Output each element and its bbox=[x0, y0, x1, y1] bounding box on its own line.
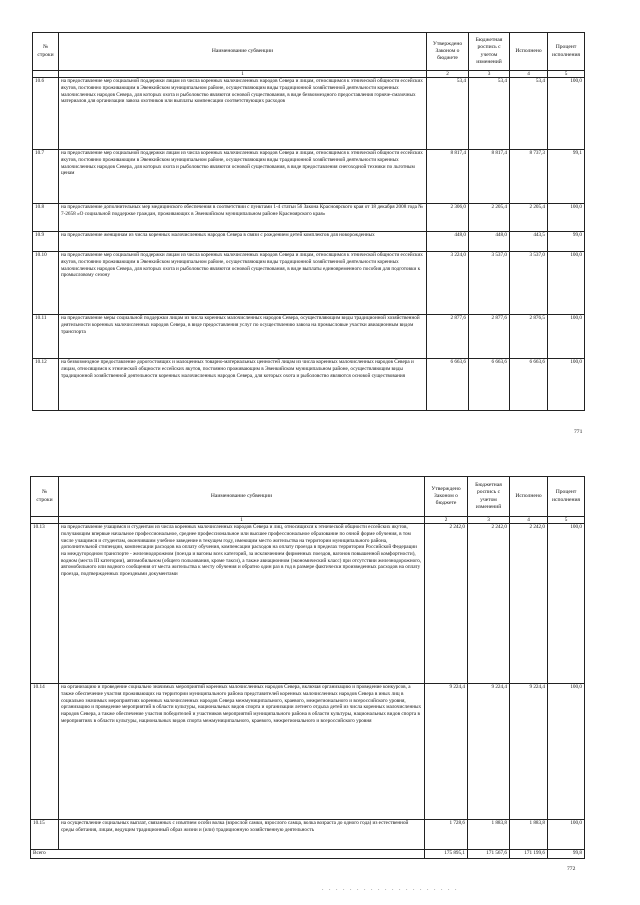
row-number: 10.8 bbox=[33, 204, 59, 232]
row-budget: 53,4 bbox=[469, 78, 510, 150]
budget-table-page-1 bbox=[32, 32, 584, 411]
row-number: 10.13 bbox=[31, 524, 59, 684]
header-executed: Исполнено bbox=[510, 33, 548, 71]
row-approved: 2 242,0 bbox=[425, 524, 468, 684]
row-executed: 9 224,4 bbox=[510, 684, 548, 820]
table-row bbox=[33, 150, 585, 204]
row-percent: 100,0 bbox=[548, 684, 585, 820]
col-index-1: 1 bbox=[59, 71, 427, 78]
row-executed: 3 537,0 bbox=[510, 252, 548, 315]
row-number: 10.12 bbox=[33, 359, 59, 411]
row-budget: 6 663,6 bbox=[469, 359, 510, 411]
row-executed: 8 737,3 bbox=[510, 150, 548, 204]
row-name: на предоставление мер социальной поддержки лицам из числа коренных малочисленных народов Севера и лицам, относящимся к этнической общности ессейских якутов, постоянно проживающим в Эвенкийском муниципальном районе, осуществляющим виды традиционной хозяйственной деятельности коренных малочисленных народов Севера, для которых охота и рыболовство являются основой существования, в виде безвозмездного предоставления горюче-смазочных материалов для организации завоза охотников или выплаты компенсации соответствующих расходов bbox=[59, 78, 427, 150]
header-approved: Утверждено Законом о бюджете bbox=[427, 33, 469, 71]
row-name: на предоставление женщинам из числа коренных малочисленных народов Севера в связи с рождением детей комплектов для новорожденных bbox=[59, 232, 427, 252]
row-budget: 2 205,4 bbox=[469, 204, 510, 232]
row-number: 10.7 bbox=[33, 150, 59, 204]
col-index-3: 3 bbox=[468, 517, 510, 524]
row-percent: 100,0 bbox=[548, 78, 585, 150]
page-number-772: 772 bbox=[567, 866, 576, 872]
row-budget: 448,0 bbox=[469, 232, 510, 252]
row-budget: 2 242,0 bbox=[468, 524, 510, 684]
row-percent: 100,0 bbox=[548, 820, 585, 850]
row-percent: 100,0 bbox=[548, 204, 585, 232]
total-row bbox=[31, 850, 585, 859]
row-approved: 3 224,0 bbox=[427, 252, 469, 315]
header-row-no: № строки bbox=[33, 33, 59, 71]
total-label: Всего bbox=[31, 850, 425, 859]
header-row-no: № строки bbox=[31, 477, 59, 517]
header-executed: Исполнено bbox=[510, 477, 548, 517]
table-row bbox=[31, 524, 585, 684]
row-number: 10.6 bbox=[33, 78, 59, 150]
scan-artifact-dots: . . . . . . . . . . . . . . . . . . . . bbox=[322, 886, 459, 892]
row-executed: 1 883,8 bbox=[510, 820, 548, 850]
header-budget-list: Бюджетная роспись с учетом изменений bbox=[469, 33, 510, 71]
row-name: на предоставление мер социальной поддержки лицам из числа коренных малочисленных народов Севера и лицам, относящимся к этнической общности ессейских якутов, постоянно проживающим в Эвенкийском муниципальном районе, осуществляющим виды традиционной хозяйственной деятельности коренных малочисленных народов Севера, для которых охота и рыболовство являются основой существования, в виде выплаты единовременного пособия для подготовки к промысловому сезону bbox=[59, 252, 427, 315]
column-index-row bbox=[33, 71, 585, 78]
col-index-blank bbox=[33, 71, 59, 78]
col-index-3: 3 bbox=[469, 71, 510, 78]
row-executed: 53,4 bbox=[510, 78, 548, 150]
row-number: 10.14 bbox=[31, 684, 59, 820]
table-header-row bbox=[31, 477, 585, 517]
table-row bbox=[33, 252, 585, 315]
row-percent: 100,0 bbox=[548, 359, 585, 411]
row-approved: 2 306,0 bbox=[427, 204, 469, 232]
col-index-5: 5 bbox=[548, 517, 585, 524]
row-percent: 100,0 bbox=[548, 524, 585, 684]
total-budget: 171 567,6 bbox=[468, 850, 510, 859]
row-approved: 9 224,4 bbox=[425, 684, 468, 820]
row-budget: 3 537,0 bbox=[469, 252, 510, 315]
table-row bbox=[33, 204, 585, 232]
header-percent: Процент исполнения bbox=[548, 33, 585, 71]
row-name: на предоставление меры социальной поддержки лицам из числа коренных малочисленных народов Севера, осуществляющим виды традиционной хозяйственной деятельности коренных малочисленных народов Севера, в виде предоставления услуг по осуществлению завоза на промысловые участки авиационным видом транспорта bbox=[59, 315, 427, 359]
row-approved: 8 817,4 bbox=[427, 150, 469, 204]
col-index-5: 5 bbox=[548, 71, 585, 78]
row-number: 10.10 bbox=[33, 252, 59, 315]
table-row bbox=[31, 684, 585, 820]
table-row bbox=[33, 78, 585, 150]
row-approved: 2 877,6 bbox=[427, 315, 469, 359]
table-row bbox=[31, 820, 585, 850]
row-number: 10.11 bbox=[33, 315, 59, 359]
row-percent: 100,0 bbox=[548, 315, 585, 359]
row-name: на организацию и проведение социально значимых мероприятий коренных малочисленных народов Севера, включая организацию и проведение конкурсов, а также обеспечение участия проживающих на территории муниципального района представителей коренных малочисленных народов Севера в иных лиц в социально значимых мероприятиях коренных малочисленных народов Севера межмуниципального, краевого, межрегионального и всероссийского уровня, организацию и проведение мероприятий в области культуры, национальных видов спорта и организации летнего отдыха детей из числа коренных малочисленных народов Севера, а также обеспечение участия победителей и участников мероприятий муниципального района в области культуры, национальных видов спорта в мероприятиях в области культуры, национальных видов спорта межмуниципального, краевого, межрегионального и всероссийского уровня bbox=[59, 684, 425, 820]
row-approved: 1 728,6 bbox=[425, 820, 468, 850]
subvention-table bbox=[30, 476, 585, 859]
col-index-blank bbox=[31, 517, 59, 524]
page-number-771: 771 bbox=[574, 429, 583, 435]
col-index-2: 2 bbox=[425, 517, 468, 524]
row-name: на осуществление социальных выплат, связанных с изъятием особи волка (взрослой самки, взрослого самца, волка возраста до одного года) из естественной среды обитания, лицам, ведущим традиционный образ жизни и (или) традиционную хозяйственную деятельность bbox=[59, 820, 425, 850]
budget-table-page-2 bbox=[30, 476, 584, 859]
row-executed: 443,5 bbox=[510, 232, 548, 252]
row-budget: 8 817,4 bbox=[469, 150, 510, 204]
row-name: на безвозмездное предоставление дорогостоящих и малоценных товарно-материальных ценностей лицам из числа коренных малочисленных народов Севера и лицам, относящимся к этнической общности ессейских якутов, постоянно проживающим в Эвенкийском муниципальном районе, осуществляющим виды традиционной хозяйственной деятельности коренных малочисленных народов Севера, для которых охота и рыболовство являются основой существования bbox=[59, 359, 427, 411]
row-executed: 6 663,6 bbox=[510, 359, 548, 411]
row-percent: 100,0 bbox=[548, 252, 585, 315]
row-number: 10.15 bbox=[31, 820, 59, 850]
header-name: Наименование субвенции bbox=[59, 33, 427, 71]
row-budget: 1 883,8 bbox=[468, 820, 510, 850]
row-number: 10.9 bbox=[33, 232, 59, 252]
col-index-1: 1 bbox=[59, 517, 425, 524]
header-name: Наименование субвенции bbox=[59, 477, 425, 517]
row-executed: 2 205,4 bbox=[510, 204, 548, 232]
column-index-row bbox=[31, 517, 585, 524]
row-executed: 2 242,0 bbox=[510, 524, 548, 684]
row-name: на предоставление учащимся и студентам из числа коренных малочисленных народов Севера и лиц, относящихся к этнической общности ессейских якутов, получающим впервые начальное профессиональное, среднее профессиональное или высшее профессиональное образование по очной форме обучения, в том числе учащимся и студентам, окончившим учебное заведение в текущем году, имеющим место жительства на территории муниципального района, дополнительной стипендии, компенсации расходов на оплату обучения, компенсации расходов на оплату проезда в пределах территории Российской Федерации на междугородном транспорте - железнодорожном (поезда и вагоны всех категорий, за исключением фирменных поездов, вагонов повышенной комфортности), водном (места III категории), автомобильном (общего пользования, кроме такси), а также авиационном (экономический класс) при отсутствии железнодорожного, автомобильного или водного сообщения от места жительства к месту обучения и обратно один раз в год в размере фактически произведенных расходов на оплату проезда, подтвержденных проездными документами bbox=[59, 524, 425, 684]
row-approved: 6 663,6 bbox=[427, 359, 469, 411]
header-approved: Утверждено Законом о бюджете bbox=[425, 477, 468, 517]
row-budget: 2 877,6 bbox=[469, 315, 510, 359]
total-percent: 99,8 bbox=[548, 850, 585, 859]
row-executed: 2 876,5 bbox=[510, 315, 548, 359]
row-approved: 53,4 bbox=[427, 78, 469, 150]
row-name: на предоставление дополнительных мер медицинского обеспечения в соответствии с пунктами 1-4 статьи 56 Закона Красноярского края от 18 декабря 2008 года № 7-2658 «О социальной поддержке граждан, проживающих в Эвенкийском муниципальном районе Красноярского края» bbox=[59, 204, 427, 232]
row-approved: 448,0 bbox=[427, 232, 469, 252]
total-executed: 171 199,6 bbox=[510, 850, 548, 859]
col-index-4: 4 bbox=[510, 71, 548, 78]
col-index-2: 2 bbox=[427, 71, 469, 78]
table-row bbox=[33, 359, 585, 411]
header-budget-list: Бюджетная роспись с учетом изменений bbox=[468, 477, 510, 517]
col-index-4: 4 bbox=[510, 517, 548, 524]
row-percent: 99,0 bbox=[548, 232, 585, 252]
table-row bbox=[33, 315, 585, 359]
subvention-table bbox=[32, 32, 585, 411]
total-approved: 175 895,1 bbox=[425, 850, 468, 859]
header-percent: Процент исполнения bbox=[548, 477, 585, 517]
table-header-row bbox=[33, 33, 585, 71]
table-row bbox=[33, 232, 585, 252]
row-name: на предоставление мер социальной поддержки лицам из числа коренных малочисленных народов Севера и лицам, относящимся к этнической общности ессейских якутов, постоянно проживающим в Эвенкийском муниципальном районе, осуществляющим виды традиционной хозяйственной деятельности коренных малочисленных народов Севера, для которых охота и рыболовство являются основой существования, в виде предоставления снегоходной техники по льготным ценам bbox=[59, 150, 427, 204]
row-budget: 9 224,4 bbox=[468, 684, 510, 820]
row-percent: 99,1 bbox=[548, 150, 585, 204]
